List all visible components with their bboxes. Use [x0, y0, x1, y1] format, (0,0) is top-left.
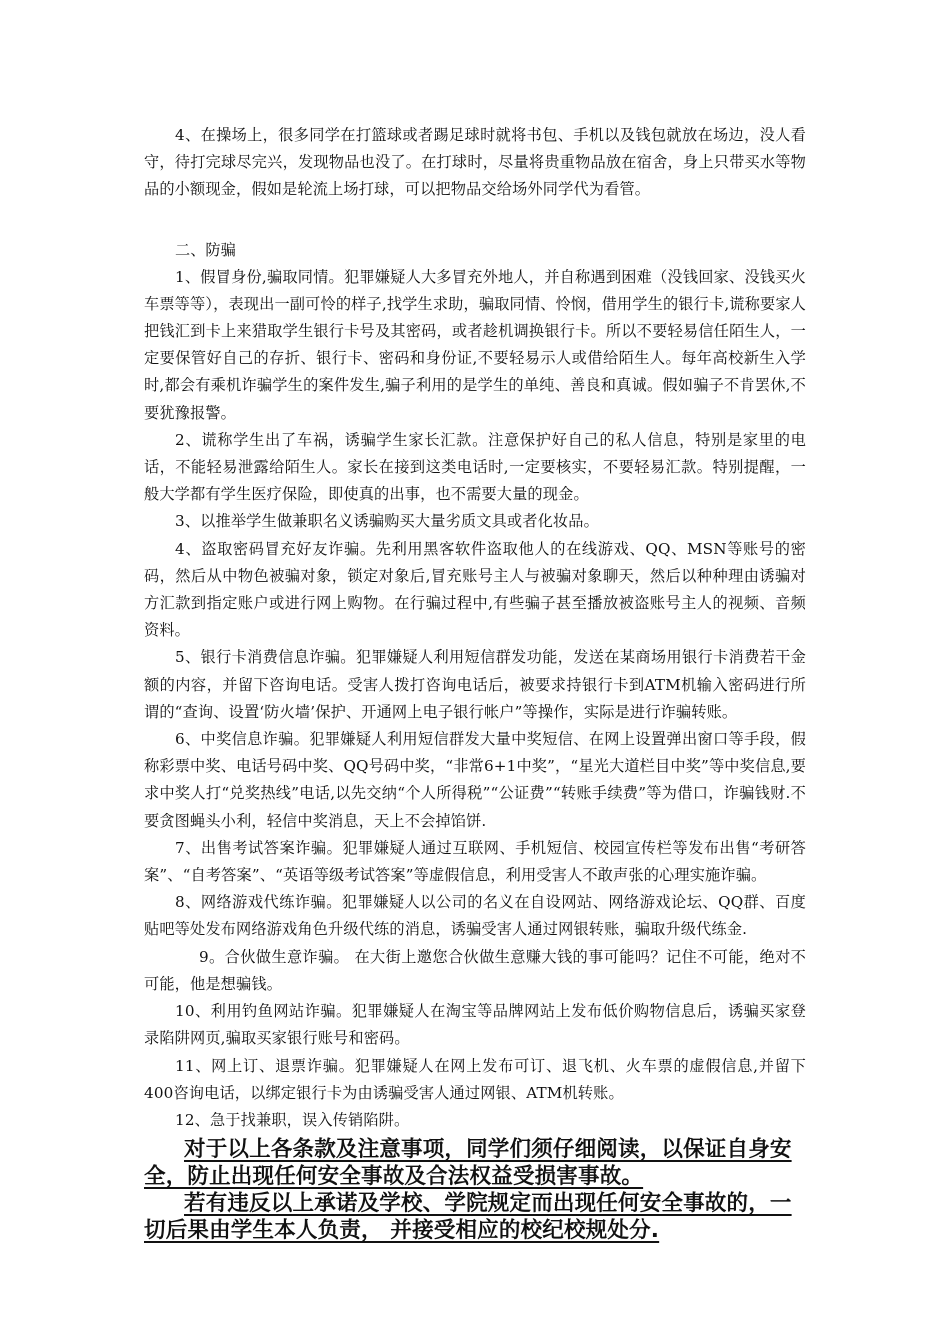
fraud-item-3: 3、以推举学生做兼职名义诱骗购买大量劣质文具或者化妆品。 [175, 512, 599, 531]
fraud-item-2: 2、谎称学生出了车祸，诱骗学生家长汇款。注意保护好自己的私人信息，特别是家里的电话，不能轻易泄露给陌生人。家长在接到这类电话时,一定要核实，不要轻易汇款。特别提醒，一般大学都有学生医疗保险，即使真的出事，也不需要大量的现金。 [144, 430, 806, 504]
fraud-item-7: 7、出售考试答案诈骗。犯罪嫌疑人通过互联网、手机短信、校园宣传栏等发布出售“考研答案”、“自考答案”、“英语等级考试答案”等虚假信息，利用受害人不敢声张的心理实施诈骗。 [144, 838, 806, 885]
fraud-item-10: 10、利用钓鱼网站诈骗。犯罪嫌疑人在淘宝等品牌网站上发布低价购物信息后，诱骗买家登录陷阱网页,骗取买家银行账号和密码。 [144, 1002, 806, 1048]
fraud-item-1: 1、假冒身份,骗取同情。犯罪嫌疑人大多冒充外地人，并自称遇到困难（没钱回家、没钱买火车票等等），表现出一副可怜的样子,找学生求助，骗取同情、怜悯，借用学生的银行卡,谎称要家人把钱汇到卡上来猎取学生银行卡号及其密码，或者趁机调换银行卡。所以不要轻易信任陌生人，一定要保管好自己的存折、银行卡、密码和身份证,不要轻易示人或借给陌生人。每年高校新生入学时,都会有乘机诈骗学生的案件发生,骗子利用的是学生的单纯、善良和真诚。假如骗子不肯罢休,不要犹豫报警。 [144, 267, 806, 422]
section-title: 二、防骗 [175, 240, 236, 259]
intro-paragraph: 4、在操场上，很多同学在打篮球或者踢足球时就将书包、手机以及钱包就放在场边，没人看守，待打完球尽完兴，发现物品也没了。在打球时，尽量将贵重物品放在宿舍，身上只带买水等物品的小额现金，假如是轮流上场打球，可以把物品交给场外同学代为看管。 [144, 126, 806, 199]
fraud-item-6: 6、中奖信息诈骗。犯罪嫌疑人利用短信群发大量中奖短信、在网上设置弹出窗口等手段，假称彩票中奖、电话号码中奖、QQ号码中奖，“非常6+1中奖”，“星光大道栏目中奖”等中奖信息,要求中奖人打“兑奖热线”电话,以先交纳“个人所得税”“公证费”“转账手续费”等为借口，诈骗钱财.不要贪图蝇头小利，轻信中奖消息，天上不会掉馅饼. [144, 730, 806, 830]
document-body [144, 122, 806, 1244]
fraud-item-11: 11、网上订、退票诈骗。犯罪嫌疑人在网上发布可订、退飞机、火车票的虚假信息,并留下400咨询电话，以绑定银行卡为由诱骗受害人通过网银、ATM机转账。 [144, 1056, 806, 1102]
fraud-item-8: 8、网络游戏代练诈骗。犯罪嫌疑人以公司的名义在自设网站、网络游戏论坛、QQ群、百度贴吧等处发布网络游戏角色升级代练的消息，诱骗受害人通过网银转账，骗取升级代练金. [144, 893, 806, 939]
warning-notice-2: 若有违反以上承诺及学校、学院规定而出现任何安全事故的，一切后果由学生本人负责， 并接受相应的校纪校规处分. [144, 1191, 792, 1244]
warning-notice-1: 对于以上各条款及注意事项，同学们须仔细阅读，以保证自身安全，防止出现任何安全事故及合法权益受损害事故。 [144, 1137, 792, 1190]
fraud-item-4: 4、盗取密码冒充好友诈骗。先利用黑客软件盗取他人的在线游戏、QQ、MSN等账号的密码，然后从中物色被骗对象，锁定对象后,冒充账号主人与被骗对象聊天，然后以种种理由诱骗对方汇款到指定账户或进行网上购物。在行骗过程中,有些骗子甚至播放被盗账号主人的视频、音频资料。 [144, 539, 806, 640]
fraud-item-9: 9。合伙做生意诈骗。 在大街上邀您合伙做生意赚大钱的事可能吗？记住不可能，绝对不可能，他是想骗钱。 [144, 947, 806, 993]
fraud-item-12: 12、急于找兼职，误入传销陷阱。 [175, 1110, 410, 1129]
fraud-item-5: 5、银行卡消费信息诈骗。犯罪嫌疑人利用短信群发功能，发送在某商场用银行卡消费若干金额的内容，并留下咨询电话。受害人拨打咨询电话后，被要求持银行卡到ATM机输入密码进行所谓的“查询、设置‘防火墙’保护、开通网上电子银行帐户”等操作，实际是进行诈骗转账。 [144, 648, 806, 721]
